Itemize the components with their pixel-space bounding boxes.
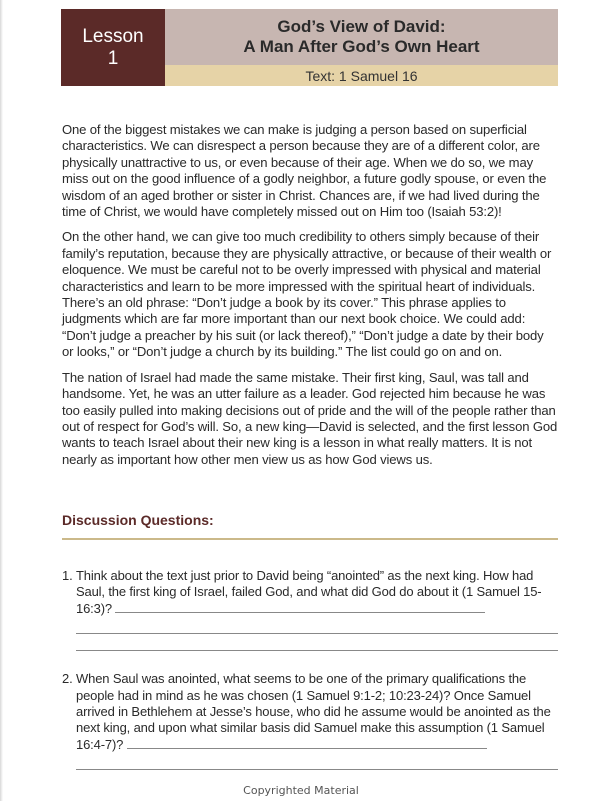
scripture-text-label: Text: 1 Samuel 16 [305, 67, 418, 84]
lesson-header [61, 9, 558, 86]
body-paragraph-1: One of the biggest mistakes we can make is judging a person based on superficial characteristics. We can disrespect a person because they are of a different color, are physically unattractive to us, or even because of their age. When we do so, we may miss out on the good influence of a godly neighbor, a future godly spouse, or even the wisdom of an aged brother or sister in Christ. Chances are, if we had lived during the time of Christ, we would have completely missed out on Him too (Isaiah 53:2)! [62, 122, 547, 220]
answer-blank[interactable] [115, 602, 485, 613]
question-2 [62, 671, 558, 753]
scripture-text-reference [165, 65, 558, 86]
question-text: When Saul was anointed, what seems to be one of the primary qualifications the people had in mind as he was chosen (1 Samuel 9:1-2; 10:23-24)? Once Samuel arrived in Bethlehem at Jesse’s house, who did he assume would be anointed as the next king, and upon what similar basis did Samuel make this assumption (1 Samuel 16:4-7)? [76, 671, 551, 752]
question-number: 2. [62, 671, 73, 687]
lesson-title-line-1: God’s View of David: [277, 17, 446, 36]
lesson-number: 1 [107, 47, 119, 69]
lesson-title [165, 9, 558, 65]
question-1 [62, 568, 558, 617]
page-edge-shadow [0, 0, 3, 801]
answer-blank[interactable] [127, 738, 487, 749]
lesson-label: Lesson [82, 25, 144, 47]
body-paragraph-2: On the other hand, we can give too much credibility to others simply because of their family’s reputation, because they are physically attractive, or because of their wealth or eloquence. We must be careful not to be overly impressed with physical and material characteristics and learn to be more impressed with the spiritual heart of individuals. There’s an old phrase: “Don’t judge a book by its cover.” This phrase applies to judgments which are far more important than our next book choice. We could add: “Don’t judge a preacher by his suit (or lack thereof),” “Don’t judge a date by their body or looks,” or “Don’t judge a church by its building.” The list could go on and on. [62, 229, 552, 360]
answer-line[interactable] [76, 634, 558, 651]
answer-line[interactable] [76, 753, 558, 770]
answer-line[interactable] [76, 617, 558, 634]
body-paragraph-3: The nation of Israel had made the same mistake. Their first king, Saul, was tall and handsome. Yet, he was an utter failure as a leader. God rejected him because he was too easily pulled into making decisions out of pride and the will of the people rather than out of respect for God’s will. So, a new king—David is selected, and the first lesson God wants to teach Israel about their new king is a lesson in what really matters. It is not nearly as important how other men view us as how God views us. [62, 369, 558, 467]
discussion-heading-rule [62, 538, 558, 540]
lesson-badge [61, 9, 165, 86]
discussion-questions-heading: Discussion Questions: [62, 512, 214, 528]
question-number: 1. [62, 568, 73, 583]
question-text: Think about the text just prior to David being “anointed” as the next king. How had Saul, the first king of Israel, failed God, and what did God do about it (1 Samuel 15-16:3)? [76, 568, 542, 616]
discussion-questions-list [62, 568, 558, 770]
lesson-body [62, 122, 558, 477]
copyright-footer: Copyrighted Material [243, 784, 359, 797]
lesson-title-line-2: A Man After God’s Own Heart [243, 37, 480, 56]
